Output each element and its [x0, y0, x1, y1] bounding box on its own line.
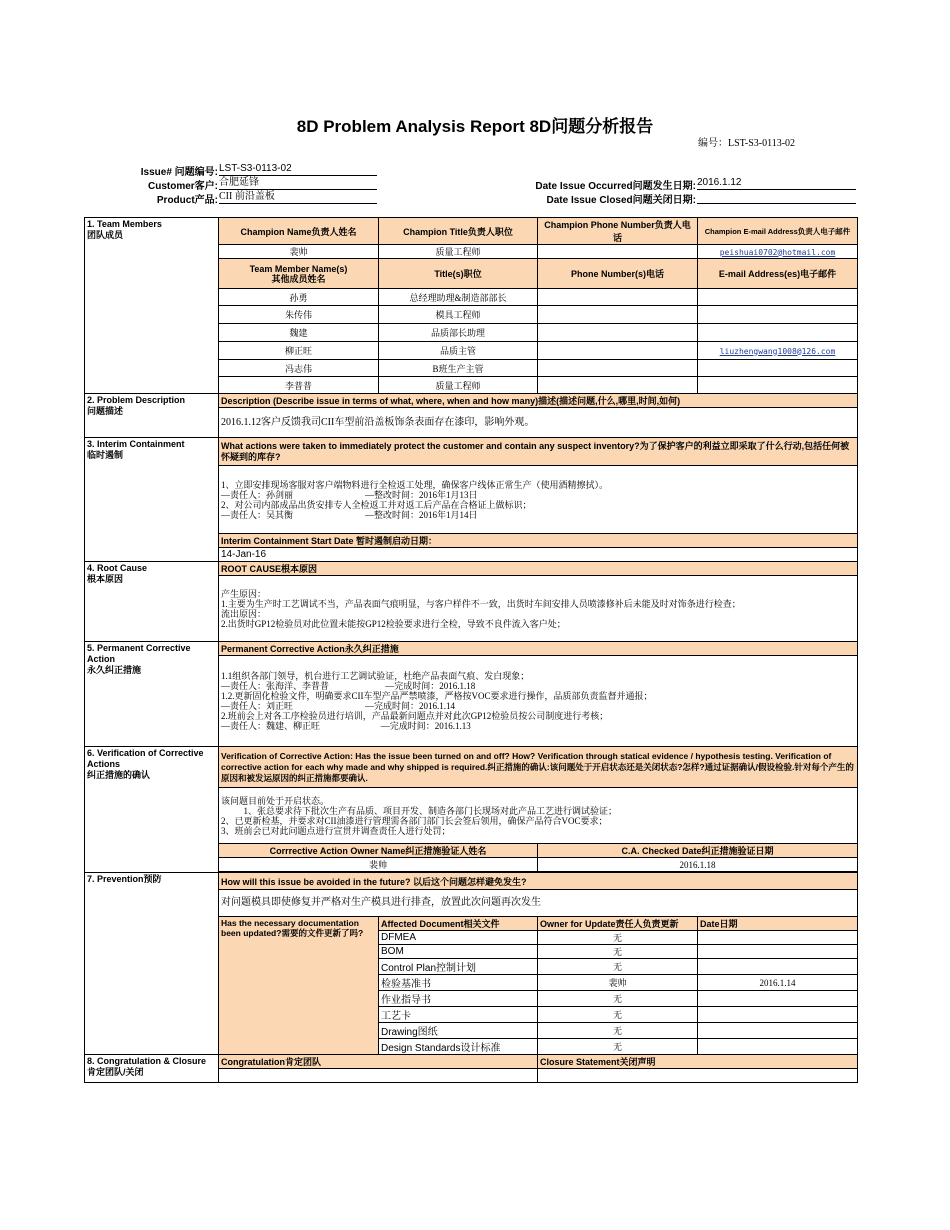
doc-owner[interactable]: 无 — [538, 959, 698, 975]
root-cause-body[interactable]: 产生原因： 1.主要为生产时工艺调试不当，产品表面气痕明显，与客户样件不一致，出货时车间安排人员喷漆修补后未能及时对饰条进行检查； 流出原因： 2.出货时GP12检验员对此位置未能按GP12检验要求进行全检，导致不良件流入客户处； — [219, 576, 858, 642]
ca-owner-value[interactable]: 裴帅 — [219, 858, 538, 872]
permanent-action-header: Permanent Corrective Action永久纠正措施 — [219, 642, 858, 656]
issue-value[interactable]: LST-S3-0113-02 — [219, 162, 377, 176]
congratulation-value[interactable] — [219, 1069, 538, 1083]
col-member-phone: Phone Number(s)电话 — [538, 259, 698, 289]
champion-title[interactable]: 质量工程师 — [379, 245, 538, 259]
section-6-title: 6. Verification of Corrective Actions 纠正措施的确认 — [85, 747, 219, 873]
col-doc-date: Date日期 — [698, 917, 858, 931]
doc-date[interactable] — [698, 959, 858, 975]
date-closed-value[interactable] — [697, 190, 856, 204]
section-1-title: 1. Team Members 团队成员 — [85, 218, 219, 394]
member-email[interactable] — [698, 377, 858, 394]
member-phone[interactable] — [538, 377, 698, 394]
member-name[interactable]: 魏建 — [219, 324, 379, 342]
doc-name: Control Plan控制计划 — [379, 959, 538, 975]
member-name[interactable]: 李普普 — [219, 377, 379, 394]
section-2-title: 2. Problem Description 问题描述 — [85, 394, 219, 438]
member-name[interactable]: 冯志伟 — [219, 360, 379, 377]
member-title[interactable]: 质量工程师 — [379, 377, 538, 394]
ca-date-value[interactable]: 2016.1.18 — [538, 858, 858, 872]
col-member-email: E-mail Address(es)电子邮件 — [698, 259, 858, 289]
member-phone[interactable] — [538, 342, 698, 360]
doc-date[interactable] — [698, 1007, 858, 1023]
problem-description-body[interactable]: 2016.1.12客户反馈我司CII车型前沿盖板饰条表面存在漆印，影响外观。 — [219, 408, 858, 438]
root-cause-header: ROOT CAUSE根本原因 — [219, 562, 858, 576]
doc-owner[interactable]: 无 — [538, 1039, 698, 1055]
doc-updated-question: Has the necessary documentation been updated?需要的文件更新了吗? — [219, 917, 379, 1055]
document-number: 编号：LST-S3-0113-02 — [698, 138, 796, 149]
doc-name: Drawing图纸 — [379, 1023, 538, 1039]
customer-value[interactable]: 合肥延锋 — [219, 176, 377, 190]
doc-owner[interactable]: 无 — [538, 1023, 698, 1039]
doc-owner[interactable]: 无 — [538, 945, 698, 959]
date-closed-label: Date Issue Closed问题关闭日期: — [546, 195, 696, 206]
prevention-header: How will this issue be avoided in the future? 以后这个问题怎样避免发生? — [219, 873, 858, 890]
doc-name: 作业指导书 — [379, 991, 538, 1007]
member-title[interactable]: B班生产主管 — [379, 360, 538, 377]
section-8-title: 8. Congratulation & Closure 肯定团队/关闭 — [85, 1055, 219, 1083]
doc-owner[interactable]: 裴帅 — [538, 975, 698, 991]
col-champion-title: Champion Title负责人职位 — [379, 218, 538, 245]
verification-header: Verification of Corrective Action: Has the issue been turned on and off? How? Verification through statical evidence / hypothesis testing. Verification of corrective action for each why made and why shipped is required.纠正措施的确认:该问题处于开启状态还是关闭状态?怎样?通过证据确认/假设检验.针对每个产生的原因和被发运原因的纠正措施都要确认. — [219, 747, 858, 788]
member-email[interactable] — [698, 360, 858, 377]
doc-owner[interactable]: 无 — [538, 991, 698, 1007]
member-title[interactable]: 模具工程师 — [379, 306, 538, 324]
member-phone[interactable] — [538, 324, 698, 342]
member-phone[interactable] — [538, 360, 698, 377]
col-owner-update: Owner for Update责任人负责更新 — [538, 917, 698, 931]
doc-date[interactable] — [698, 1023, 858, 1039]
doc-date[interactable] — [698, 991, 858, 1007]
date-occurred-value[interactable]: 2016.1.12 — [697, 176, 856, 190]
col-member-title: Title(s)职位 — [379, 259, 538, 289]
ca-date-label: C.A. Checked Date纠正措施验证日期 — [538, 844, 858, 858]
col-champion-name: Champion Name负责人姓名 — [219, 218, 379, 245]
interim-start-date-label: Interim Containment Start Date 暂时遏制启动日期： — [219, 534, 858, 548]
report-title: 8D Problem Analysis Report 8D问题分析报告 — [296, 117, 654, 136]
interim-start-date-value[interactable]: 14-Jan-16 — [219, 548, 858, 562]
product-value[interactable]: CII 前沿盖板 — [219, 190, 377, 204]
section-4-title: 4. Root Cause 根本原因 — [85, 562, 219, 642]
ca-owner-label: Corrrective Action Owner Name纠正措施验证人姓名 — [219, 844, 538, 858]
report-table — [84, 217, 858, 1083]
champion-email-link[interactable]: peishuai0702@hotmail.com — [719, 247, 836, 257]
member-phone[interactable] — [538, 289, 698, 306]
member-phone[interactable] — [538, 306, 698, 324]
member-email[interactable] — [698, 289, 858, 306]
member-title[interactable]: 品质部长助理 — [379, 324, 538, 342]
col-member-name: Team Member Name(s) 其他成员姓名 — [219, 259, 379, 289]
doc-name: 检验基准书 — [379, 975, 538, 991]
member-email[interactable] — [698, 306, 858, 324]
doc-name: DFMEA — [379, 931, 538, 945]
date-occurred-label: Date Issue Occurred问题发生日期: — [535, 181, 696, 192]
doc-owner[interactable]: 无 — [538, 931, 698, 945]
member-title[interactable]: 品质主管 — [379, 342, 538, 360]
doc-date[interactable]: 2016.1.14 — [698, 975, 858, 991]
col-champion-phone: Champion Phone Number负责人电话 — [538, 218, 698, 245]
prevention-body[interactable]: 对问题模具即使修复并严格对生产模具进行排查，放置此次问题再次发生 — [219, 890, 858, 917]
col-affected-document: Affected Document相关文件 — [379, 917, 538, 931]
doc-name: BOM — [379, 945, 538, 959]
doc-name: 工艺卡 — [379, 1007, 538, 1023]
champion-phone[interactable] — [538, 245, 698, 259]
customer-label: Customer客户: — [147, 181, 218, 192]
doc-date[interactable] — [698, 931, 858, 945]
issue-label: Issue# 问题编号: — [140, 167, 218, 178]
member-email-link[interactable]: liuzhengwang1008@126.com — [719, 346, 836, 356]
closure-statement-label: Closure Statement关闭声明 — [538, 1055, 858, 1069]
product-label: Product产品: — [156, 195, 218, 206]
member-name[interactable]: 柳正旺 — [219, 342, 379, 360]
member-name[interactable]: 朱传伟 — [219, 306, 379, 324]
closure-statement-value[interactable] — [538, 1069, 858, 1083]
permanent-action-body[interactable]: 1.1组织各部门领导，机台进行工艺调试验证，杜绝产品表面气痕、发白现象； —责任人：张海洋、李普普 —完成时间：2016.1.18 1.2.更新固化检验文件，明确要求CII车型产品严禁喷漆，严格按VOC要求进行操作，品质部负责监督并通报； —责任人：刘正旺 —完成时间：2016.1.14 2.班前会上对各工序检验员进行培训，产品最新问题点并对此次GP12检验员按公司制度进行考核； —责任人：魏建、柳正旺 —完成时间：2016.1.13 — [219, 656, 858, 747]
congratulation-label: Congratulation肯定团队 — [219, 1055, 538, 1069]
member-title[interactable]: 总经理助理&制造部部长 — [379, 289, 538, 306]
doc-date[interactable] — [698, 945, 858, 959]
section-5-title: 5. Permanent Corrective Action 永久纠正措施 — [85, 642, 219, 747]
doc-owner[interactable]: 无 — [538, 1007, 698, 1023]
section-7-title: 7. Prevention预防 — [85, 873, 219, 1055]
member-email[interactable] — [698, 324, 858, 342]
interim-containment-header: What actions were taken to immediately protect the customer and contain any suspect inventory?为了保护客户的利益立即采取了什么行动,包括任何被怀疑到的库存? — [219, 438, 858, 466]
verification-body[interactable]: 该问题目前处于开启状态。 1、张总要求待下批次生产有品质、项目开发、制造各部门长现场对此产品工艺进行调试验证； 2、已更新检基，并要求对CII油漆进行管理需各部门部门长会签后领用，确保产品符合VOC要求； 3、班前会已对此问题点进行宣贯并调查责任人进行处罚； — [219, 788, 858, 844]
col-champion-email: Champion E-mail Address负责人电子邮件 — [698, 218, 858, 245]
interim-containment-body[interactable]: 1、立即安排现场客服对客户端物料进行全检返工处理，确保客户线体正常生产（使用酒精擦拭）。 —责任人：孙剑丽 —整改时间：2016年1月13日 2、对公司内部成品出货安排专人全检返工并对返工后产品在合格证上做标识； —责任人：吴其衡 —整改时间：2016年1月14日 — [219, 466, 858, 534]
doc-date[interactable] — [698, 1039, 858, 1055]
champion-name[interactable]: 裴帅 — [219, 245, 379, 259]
section-3-title: 3. Interim Containment 临时遏制 — [85, 438, 219, 562]
member-name[interactable]: 孙勇 — [219, 289, 379, 306]
problem-description-header: Description (Describe issue in terms of what, where, when and how many)描述(描述问题,什么,哪里,时间,如何) — [219, 394, 858, 408]
doc-name: Design Standards设计标准 — [379, 1039, 538, 1055]
